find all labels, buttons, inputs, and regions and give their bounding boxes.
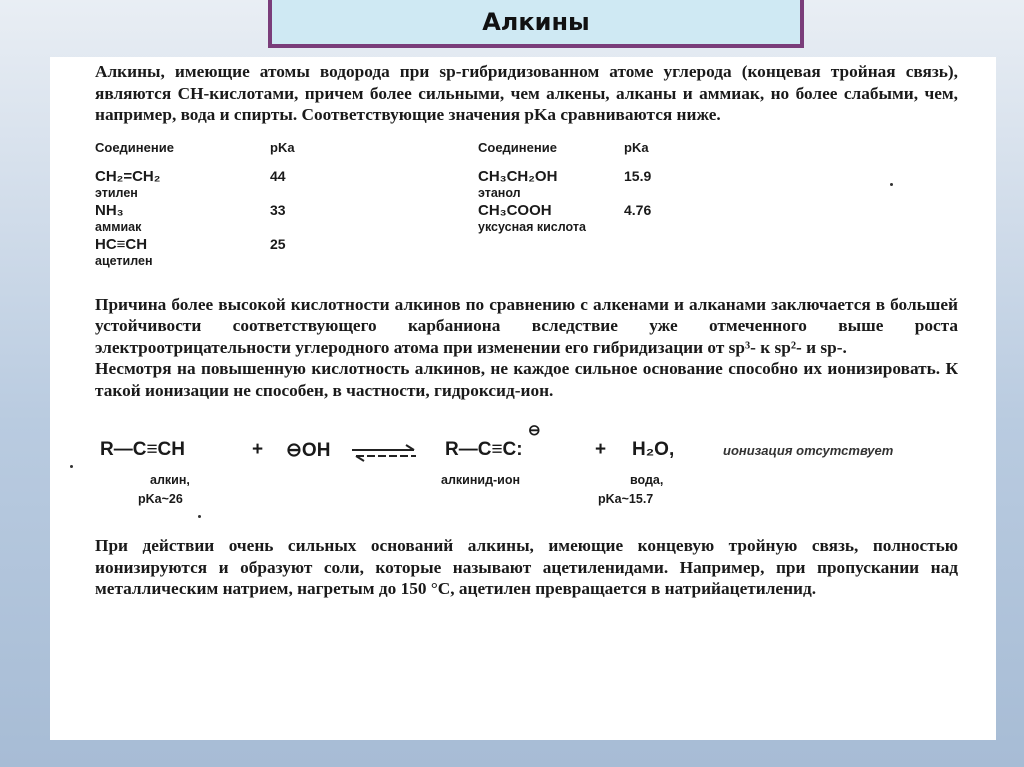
compound-formula: CH₃COOH — [478, 201, 552, 219]
label-alkynide-ion: алкинид-ион — [441, 473, 521, 487]
plus-sign: + — [595, 439, 607, 460]
paragraph-acidity-intro: Алкины, имеющие атомы водорода при sp-гибридизованном атоме углерода (концевая тройная связь), являются CH-кислотами, причем более сильными, чем алкены, алканы и аммиак, но более слабыми, чем, например, вода и спирты. Соответствующие значения pKa сравниваются ниже. — [95, 62, 958, 124]
reactant-alkyne: R—C≡CH — [100, 439, 185, 460]
product-alkynide: R—C≡C: — [445, 439, 523, 460]
table-header-compound-left: Соединение — [95, 139, 174, 155]
pk-value: 4.76 — [624, 201, 652, 218]
no-ionization-note: ионизация отсутствует — [723, 443, 894, 458]
equilibrium-arrow-icon — [350, 443, 418, 463]
compound-formula: CH₃CH₂OH — [478, 167, 558, 185]
paragraph-ionization: Несмотря на повышенную кислотность алкинов, не каждое сильное основание способно их ионизировать. К такой ионизации не способен, в частности, гидроксид-ион. — [95, 359, 958, 400]
compound-formula: CH₂=CH₂ — [95, 167, 161, 185]
table-row — [95, 202, 704, 236]
table-header-compound-right: Соединение — [478, 139, 557, 155]
pk-value: 33 — [270, 201, 286, 218]
speck-mark — [890, 183, 893, 186]
compound-name: ацетилен — [95, 253, 153, 268]
table-header-pk-right: pKa — [624, 139, 649, 155]
reaction-scheme — [95, 419, 958, 535]
speck-mark — [198, 515, 201, 518]
water-formula: H₂O, — [632, 439, 675, 460]
paragraph-acidity-reason: Причина более высокой кислотности алкинов по сравнению с алкенами и алканами заключается в большей устойчивости соответствующего карбаниона вследствие уже отмеченного выше роста электроотрицательности углеродного атома при изменении его гибридизации от sp³- к sp²- и sp-. — [95, 294, 958, 357]
pka-table — [95, 140, 704, 270]
pk-water: pKa~15.7 — [598, 492, 654, 506]
paragraph-acetylides: При действии очень сильных оснований алкины, имеющие концевую тройную связь, полностью ионизируются и образуют соли, которые называют ацетиленидами. Например, при пропускании над металлическим натрием, нагретым до 150 °C, ацетилен превращается в натрийацетиленид. — [95, 536, 958, 598]
negative-charge: ⊖ — [528, 422, 541, 439]
pk-alkyne: pKa~26 — [138, 492, 183, 506]
compound-name: аммиак — [95, 219, 142, 234]
pk-value: 44 — [270, 167, 286, 184]
compound-name: уксусная кислота — [478, 219, 586, 234]
compound-name: этилен — [95, 185, 138, 200]
pk-value: 15.9 — [624, 167, 652, 184]
slide-title: Алкины — [268, 0, 804, 48]
compound-formula: NH₃ — [95, 201, 124, 219]
compound-name: этанол — [478, 185, 521, 200]
table-row — [95, 168, 704, 202]
table-header-pk-left: pKa — [270, 139, 295, 155]
speck-mark — [70, 465, 73, 468]
pk-value: 25 — [270, 235, 286, 252]
plus-sign: + — [252, 439, 264, 460]
hydroxide-ion: ⊖OH — [286, 440, 331, 461]
label-alkyne: алкин, — [150, 473, 190, 487]
compound-formula: HC≡CH — [95, 235, 148, 253]
table-row — [95, 236, 704, 270]
label-water: вода, — [630, 473, 664, 487]
document-page — [50, 57, 996, 740]
